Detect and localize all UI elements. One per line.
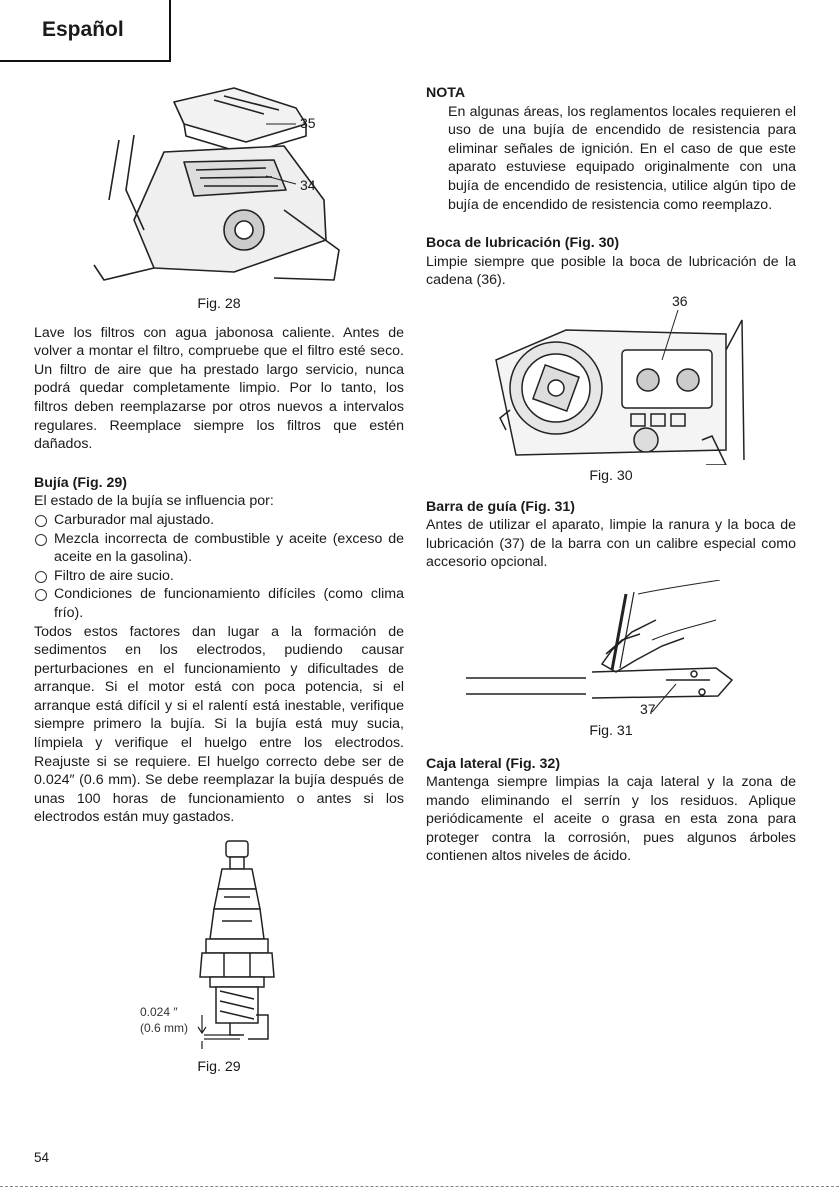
bottom-rule [0,1186,839,1187]
filters-paragraph: Lave los filtros con agua jabonosa caliente. Antes de volver a montar el filtro, compruebe que el filtro esté seco. Un filtro de aire que ha prestado largo servicio, nunca podrá quedar completamente limpio. Por lo tanto, los filtros deben reemplazarse por otros nuevos a intervalos regulares. Reemplace siempre los filtros que estén dañados. [34,324,404,453]
guide-bar-heading: Barra de guía (Fig. 31) [426,498,576,515]
page-number: 54 [34,1150,50,1165]
air-filter-illustration [34,80,404,290]
list-item: Condiciones de funcionamiento difíciles (como clima frío). [34,585,404,622]
spark-plug-illustration [34,839,404,1049]
guide-bar-cleaning-illustration [426,580,796,720]
fig28-caption: Fig. 28 [197,296,241,312]
callout-37: 37 [640,700,656,717]
gap-mm-label: (0.6 mm) [140,1021,188,1036]
left-column [34,80,404,1077]
lubrication-heading: Boca de lubricación (Fig. 30) [426,235,620,252]
spark-plug-intro: El estado de la bujía se influencia por: [34,493,274,510]
callout-36: 36 [672,292,688,309]
callout-34: 34 [300,177,316,193]
fig30-caption: Fig. 30 [589,467,633,484]
right-column [426,84,796,866]
lubrication-text: Limpie siempre que posible la boca de lubricación de la cadena (36). [426,253,796,289]
figure-28 [34,80,404,295]
language-label: Español [42,18,124,42]
note-text: En algunas áreas, los reglamentos locales requieren el uso de una bujía de encendido de resistencia para eliminar señales de ignición. En el caso de que este aparato estuviese equipado originalmente con una bujía de encendido de resistencia, utilice algún tipo de bujía de encendido de resistencia como reemplazo. [448,103,796,213]
side-case-text: Mantenga siempre limpias la caja lateral y la zona de mando eliminando el serrín y los residuos. Aplique periódicamente el aceite o grasa en esta zona para proteger contra la corrosión, pues algunos árboles contienen altos niveles de ácido. [426,774,796,865]
gap-inch-label: 0.024 ″ [140,1005,178,1020]
chain-oil-port-illustration [426,290,796,465]
spark-plug-heading: Bujía (Fig. 29) [34,474,128,491]
callout-35: 35 [300,115,316,131]
fig31-caption: Fig. 31 [589,722,633,739]
figure-30 [426,290,796,465]
list-item: Carburador mal ajustado. [34,511,404,530]
list-item: Filtro de aire sucio. [34,567,404,586]
language-tab [0,0,171,62]
note-heading: NOTA [426,85,466,101]
spark-plug-paragraph: Todos estos factores dan lugar a la formación de sedimentos en los electrodos, pudiendo causar perturbaciones en el funcionamiento y dificultades de arranque. Si el motor está con poca potencia, si el arranque está difícil y si el ralentí está inestable, verifique siempre primero la bujía. Si la bujía está muy sucia, límpiela y verifique el huelgo entre los electrodos. Reajuste si se requiere. El huelgo correcto debe ser de 0.024″ (0.6 mm). Se debe reemplazar la bujía después de unas 100 horas de funcionamiento o antes si los electrodos están muy gastados. [34,623,404,826]
fig29-caption: Fig. 29 [197,1059,241,1076]
figure-31 [426,580,796,720]
figure-29 [34,839,404,1054]
side-case-heading: Caja lateral (Fig. 32) [426,755,561,772]
spark-plug-factors-list [34,511,404,623]
list-item: Mezcla incorrecta de combustible y aceite (exceso de aceite en la gasolina). [34,530,404,567]
guide-bar-text: Antes de utilizar el aparato, limpie la ranura y la boca de lubricación (37) de la barra con un calibre especial como accesorio opcional. [426,517,796,571]
